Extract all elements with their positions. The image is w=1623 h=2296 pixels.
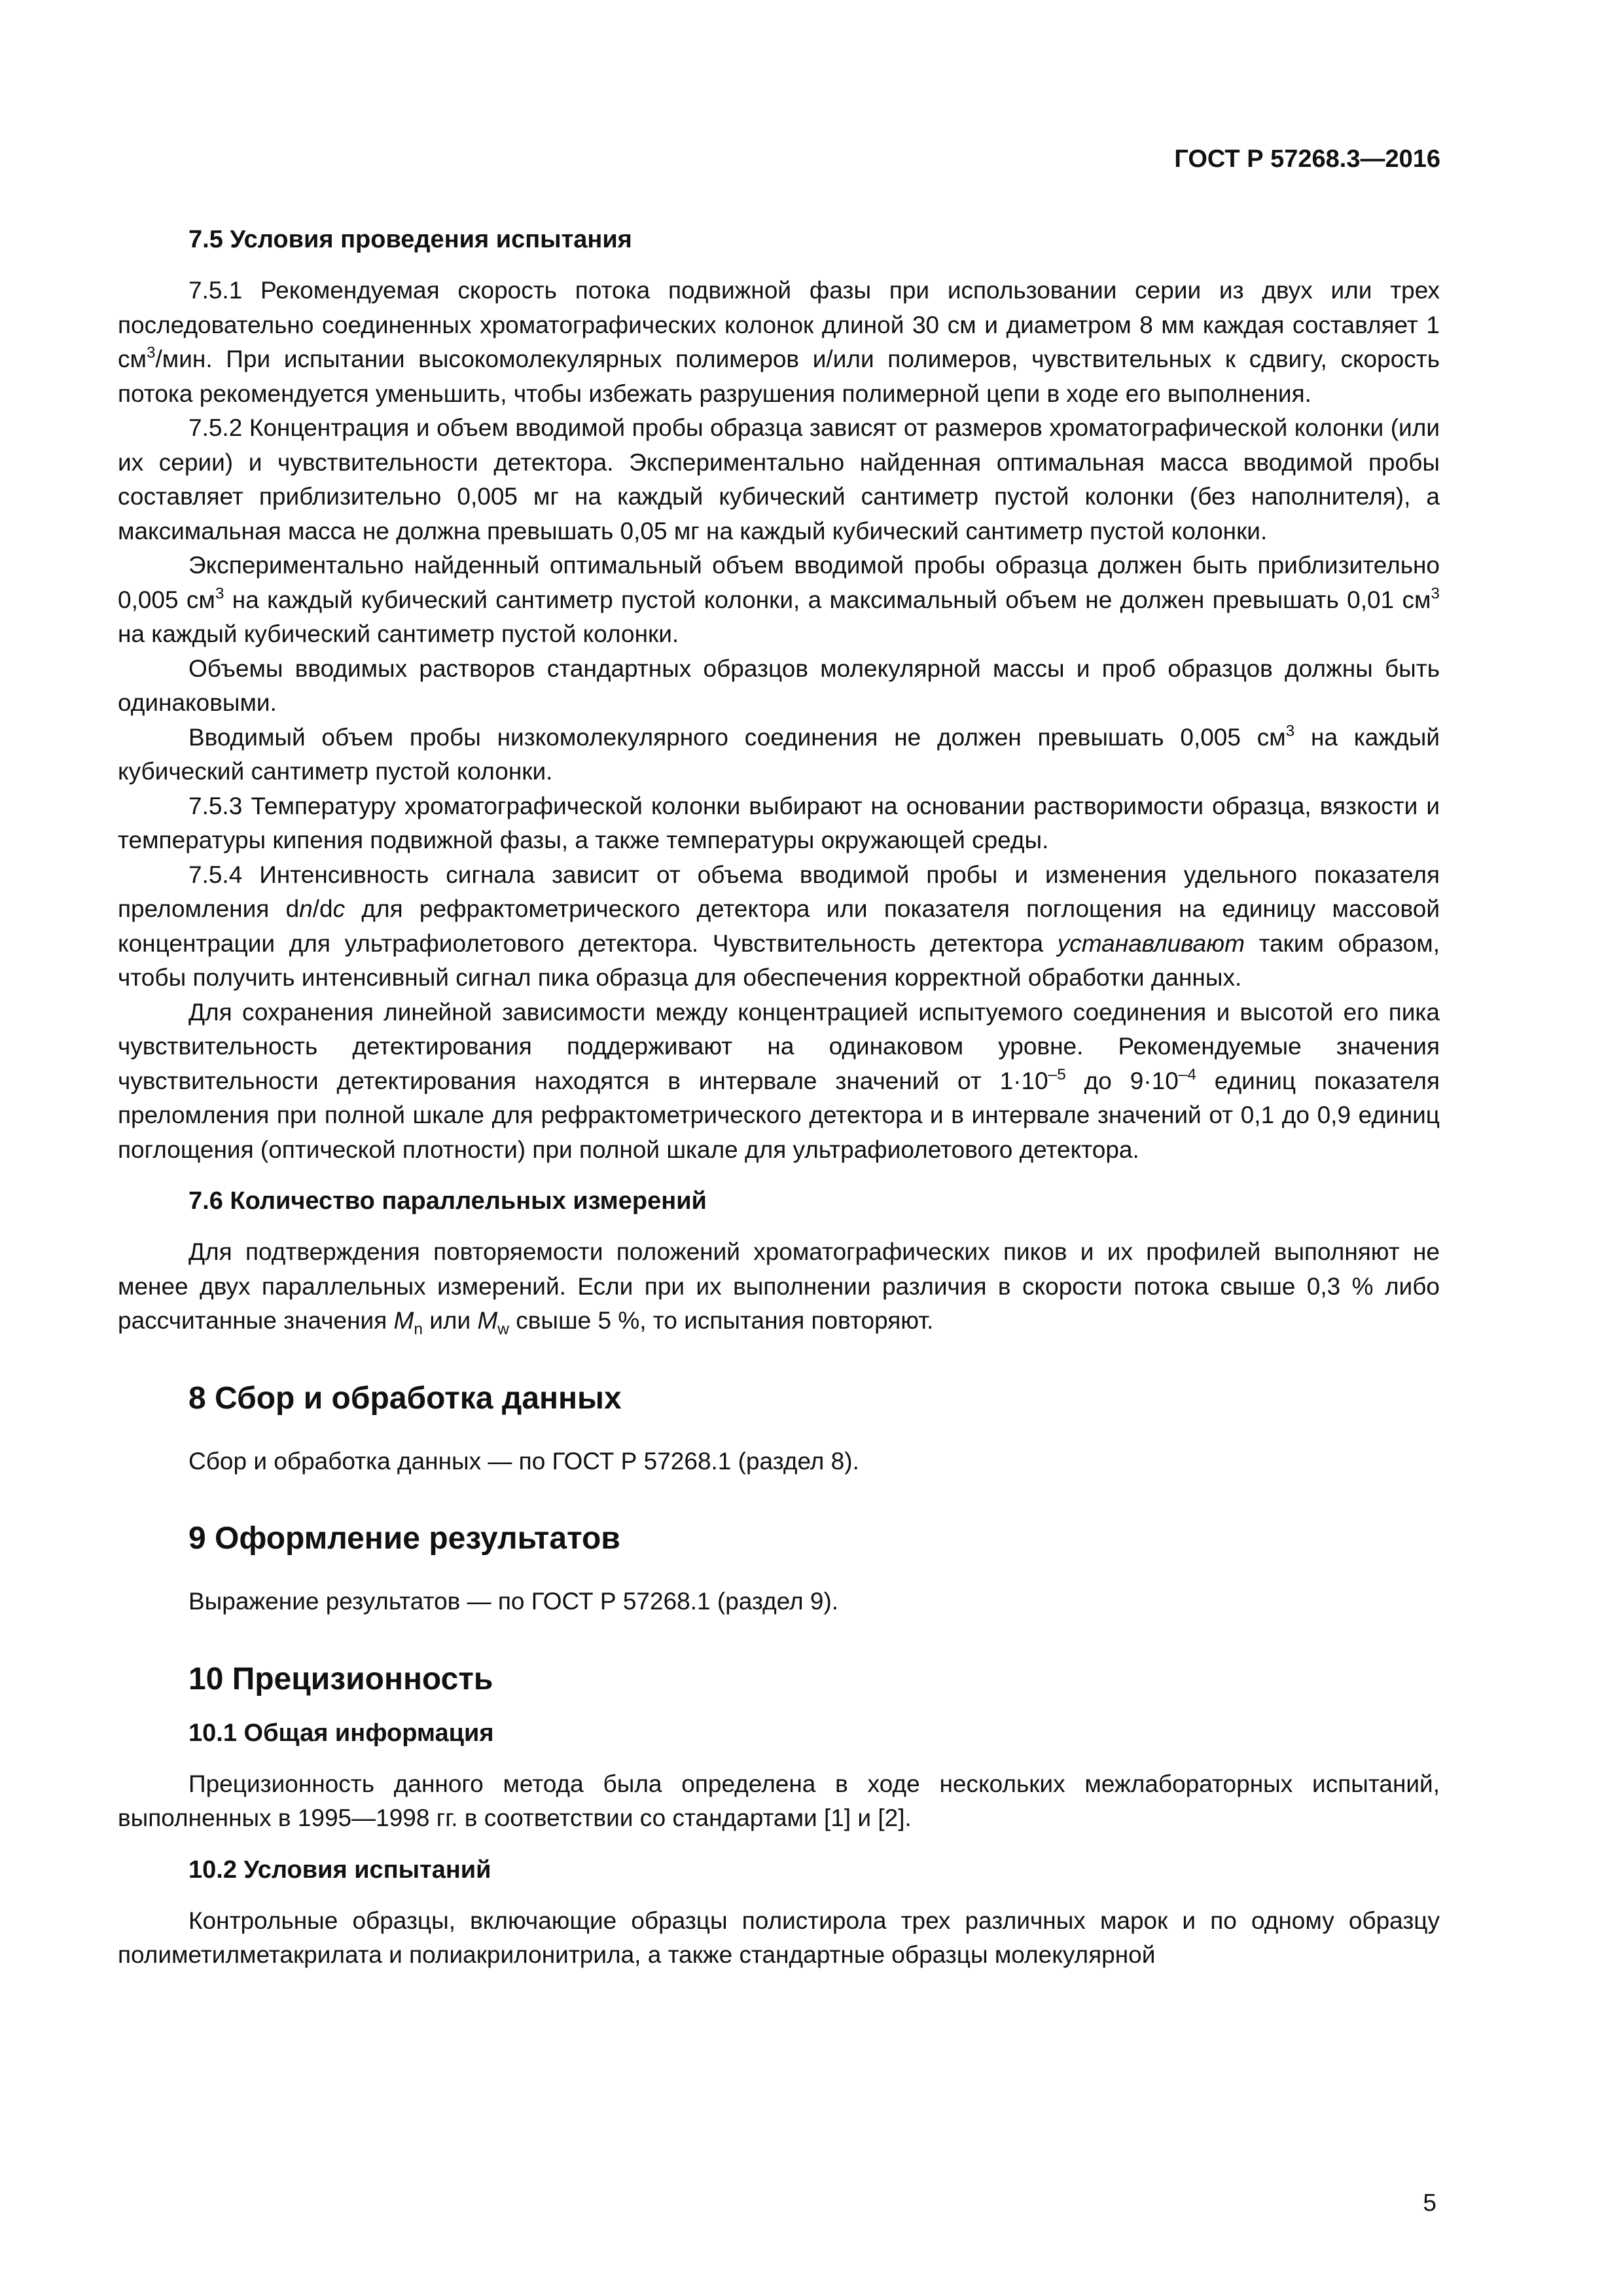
document-header: ГОСТ Р 57268.3—2016 — [1174, 145, 1440, 173]
page-number: 5 — [1423, 2189, 1436, 2216]
section-7-5-title: 7.5 Условия проведения испытания — [188, 226, 632, 253]
section-9-title: 9 Оформление результатов — [188, 1521, 620, 1556]
paragraph-7-5-1: 7.5.1 Рекомендуемая скорость потока подвижной фазы при использовании серии из двух или трех последовательно соединенных хроматографических колонок длиной 30 см и диаметром 8 мм каждая составляет 1 $см^3$/мин. При испытании высокомолекулярных полимеров и/или полимеров, чувствительных к сдвигу, скорость потока рекомендуется уменьшить, чтобы избежать разрушения полимерной цепи в ходе его выполнения. — [118, 277, 1440, 407]
document-body — [118, 223, 1440, 1973]
paragraph-8: Сбор и обработка данных — по ГОСТ Р 57268.1 (раздел 8). — [188, 1447, 859, 1475]
paragraph-sensitivity: Для сохранения линейной зависимости между концентрацией испытуемого соединения и высотой его пика чувствительность детектирования поддерживают на одинаковом уровне. Рекомендуемые значения чувствительности детектирования находятся в интервале значений от $1\cdot 10^{-5}$ до $9\cdot 10^{-4}$ единиц показателя преломления при полной шкале для рефрактометрического детектора и в интервале значений от 0,1 до 0,9 единиц поглощения (оптической плотности) при полной шкале для ультрафиолетового детектора. — [118, 998, 1440, 1163]
paragraph-7-5-2: 7.5.2 Концентрация и объем вводимой пробы образца зависят от размеров хроматографической колонки (или их серии) и чувствительности детектора. Экспериментально найденная оптимальная масса вводимой пробы составляет приблизительно 0,005 мг на каждый кубический сантиметр пустой колонки (без наполнителя), а максимальная масса не должна превышать 0,05 мг на каждый кубический сантиметр пустой колонки. — [118, 414, 1440, 545]
section-10-1-title: 10.1 Общая информация — [188, 1719, 494, 1747]
paragraph-7-6: Для подтверждения повторяемости положений хроматографических пиков и их профилей выполняют не менее двух параллельных измерений. Если при их выполнении различия в скорости потока свыше 0,3 % либо рассчитанные значения $M_n$ или $M_w$ свыше 5 %, то испытания повторяют. — [118, 1238, 1440, 1338]
section-7-6-title: 7.6 Количество параллельных измерений — [188, 1187, 707, 1215]
section-10-title: 10 Прецизионность — [188, 1661, 493, 1696]
section-8-title: 8 Сбор и обработка данных — [188, 1380, 622, 1416]
paragraph-10-1: Прецизионность данного метода была определена в ходе нескольких межлабораторных испытаний, выполненных в 1995—1998 гг. в соответствии со стандартами [1] и [2]. — [118, 1770, 1440, 1831]
section-10-2-title: 10.2 Условия испытаний — [188, 1856, 491, 1884]
paragraph-9: Выражение результатов — по ГОСТ Р 57268.1 (раздел 9). — [188, 1588, 839, 1615]
paragraph-10-2: Контрольные образцы, включающие образцы полистирола трех различных марок и по одному образцу полиметилметакрилата и полиакрилонитрила, а также стандартные образцы молекулярной — [118, 1907, 1440, 1968]
paragraph-low-molecular: Вводимый объем пробы низкомолекулярного соединения не должен превышать 0,005 $см^3$ на каждый кубический сантиметр пустой колонки. — [118, 721, 1440, 785]
paragraph-solution-volumes: Объемы вводимых растворов стандартных образцов молекулярной массы и проб образцов должны быть одинаковыми. — [118, 655, 1440, 716]
paragraph-7-5-4: 7.5.4 Интенсивность сигнала зависит от объема вводимой пробы и изменения удельного показателя преломления dn/dc для рефрактометрического детектора или показателя поглощения на единицу массовой концентрации для ультрафиолетового детектора. Чувствительность детектора устанавливают таким образом, чтобы получить интенсивный сигнал пика образца для обеспечения корректной обработки данных. — [118, 861, 1440, 991]
paragraph-7-5-3: 7.5.3 Температуру хроматографической колонки выбирают на основании растворимости образца, вязкости и температуры кипения подвижной фазы, а также температуры окружающей среды. — [118, 792, 1440, 853]
paragraph-optimal-volume: Экспериментально найденный оптимальный объем вводимой пробы образца должен быть приблизительно 0,005 $см^3$ на каждый кубический сантиметр пустой колонки, а максимальный объем не должен превышать 0,01 $см^3$ на каждый кубический сантиметр пустой колонки. — [118, 552, 1440, 647]
